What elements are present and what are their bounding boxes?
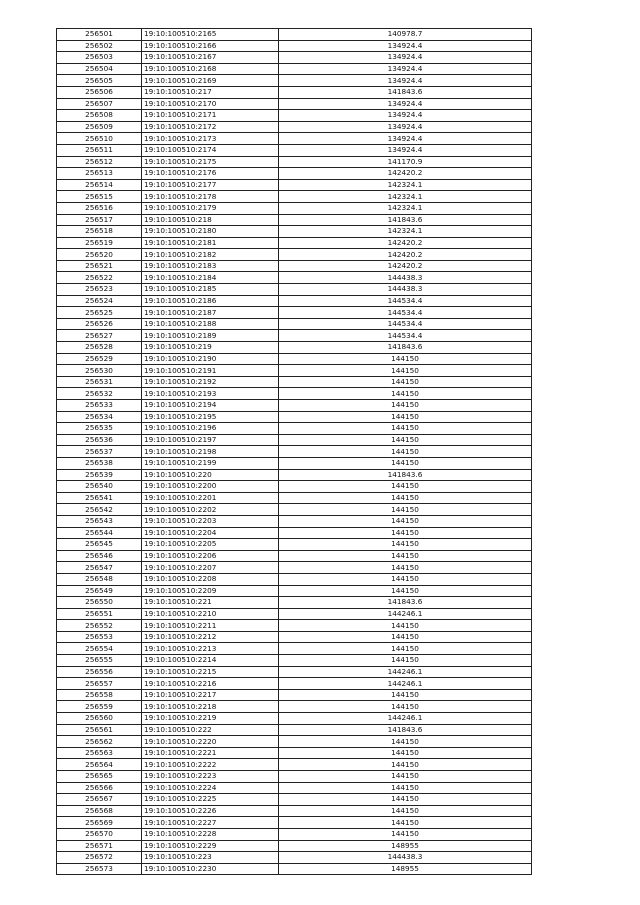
cadastral-number-cell: 19:10:100510:2165 bbox=[142, 29, 279, 41]
cadastral-number-cell: 19:10:100510:2220 bbox=[142, 736, 279, 748]
cadastral-number-cell: 19:10:100510:2189 bbox=[142, 330, 279, 342]
value-cell: 144246.1 bbox=[279, 678, 532, 690]
row-number-cell: 256518 bbox=[57, 226, 142, 238]
cadastral-number-cell: 19:10:100510:2227 bbox=[142, 817, 279, 829]
value-cell: 144438.3 bbox=[279, 852, 532, 864]
value-cell: 144150 bbox=[279, 504, 532, 516]
row-number-cell: 256554 bbox=[57, 643, 142, 655]
table-row bbox=[57, 550, 532, 562]
value-cell: 144534.4 bbox=[279, 295, 532, 307]
value-cell: 144150 bbox=[279, 782, 532, 794]
value-cell: 141843.6 bbox=[279, 469, 532, 481]
table-row bbox=[57, 179, 532, 191]
row-number-cell: 256508 bbox=[57, 110, 142, 122]
value-cell: 142420.2 bbox=[279, 237, 532, 249]
value-cell: 144150 bbox=[279, 550, 532, 562]
value-cell: 144150 bbox=[279, 736, 532, 748]
cadastral-number-cell: 19:10:100510:2173 bbox=[142, 133, 279, 145]
cadastral-number-cell: 19:10:100510:221 bbox=[142, 597, 279, 609]
cadastral-number-cell: 19:10:100510:2200 bbox=[142, 481, 279, 493]
table-row bbox=[57, 747, 532, 759]
table-row bbox=[57, 156, 532, 168]
value-cell: 144150 bbox=[279, 771, 532, 783]
table-row bbox=[57, 701, 532, 713]
table-row bbox=[57, 608, 532, 620]
value-cell: 144438.3 bbox=[279, 284, 532, 296]
cadastral-number-cell: 19:10:100510:2217 bbox=[142, 689, 279, 701]
row-number-cell: 256522 bbox=[57, 272, 142, 284]
row-number-cell: 256562 bbox=[57, 736, 142, 748]
row-number-cell: 256531 bbox=[57, 376, 142, 388]
value-cell: 141843.6 bbox=[279, 214, 532, 226]
value-cell: 134924.4 bbox=[279, 98, 532, 110]
row-number-cell: 256566 bbox=[57, 782, 142, 794]
value-cell: 144534.4 bbox=[279, 330, 532, 342]
row-number-cell: 256534 bbox=[57, 411, 142, 423]
value-cell: 141843.6 bbox=[279, 597, 532, 609]
row-number-cell: 256513 bbox=[57, 168, 142, 180]
table-row bbox=[57, 191, 532, 203]
value-cell: 144150 bbox=[279, 759, 532, 771]
table-row bbox=[57, 411, 532, 423]
table-row bbox=[57, 202, 532, 214]
row-number-cell: 256563 bbox=[57, 747, 142, 759]
value-cell: 144246.1 bbox=[279, 713, 532, 725]
row-number-cell: 256537 bbox=[57, 446, 142, 458]
value-cell: 142324.1 bbox=[279, 202, 532, 214]
value-cell: 144150 bbox=[279, 446, 532, 458]
cadastral-number-cell: 19:10:100510:2225 bbox=[142, 794, 279, 806]
table-row bbox=[57, 75, 532, 87]
value-cell: 144150 bbox=[279, 573, 532, 585]
cadastral-number-cell: 19:10:100510:2182 bbox=[142, 249, 279, 261]
value-cell: 144150 bbox=[279, 689, 532, 701]
table-row bbox=[57, 759, 532, 771]
row-number-cell: 256517 bbox=[57, 214, 142, 226]
table-row bbox=[57, 840, 532, 852]
cadastral-number-cell: 19:10:100510:2223 bbox=[142, 771, 279, 783]
table-row bbox=[57, 794, 532, 806]
value-cell: 142324.1 bbox=[279, 191, 532, 203]
table-row bbox=[57, 307, 532, 319]
row-number-cell: 256557 bbox=[57, 678, 142, 690]
value-cell: 144150 bbox=[279, 492, 532, 504]
value-cell: 134924.4 bbox=[279, 110, 532, 122]
table-row bbox=[57, 434, 532, 446]
value-cell: 144150 bbox=[279, 515, 532, 527]
value-cell: 144150 bbox=[279, 411, 532, 423]
table-row bbox=[57, 469, 532, 481]
row-number-cell: 256573 bbox=[57, 863, 142, 875]
cadastral-number-cell: 19:10:100510:2177 bbox=[142, 179, 279, 191]
value-cell: 144246.1 bbox=[279, 608, 532, 620]
value-cell: 141843.6 bbox=[279, 86, 532, 98]
table-row bbox=[57, 388, 532, 400]
row-number-cell: 256506 bbox=[57, 86, 142, 98]
table-row bbox=[57, 527, 532, 539]
table-row bbox=[57, 318, 532, 330]
row-number-cell: 256564 bbox=[57, 759, 142, 771]
value-cell: 144150 bbox=[279, 388, 532, 400]
cadastral-number-cell: 19:10:100510:2171 bbox=[142, 110, 279, 122]
value-cell: 144150 bbox=[279, 423, 532, 435]
row-number-cell: 256553 bbox=[57, 631, 142, 643]
cadastral-number-cell: 19:10:100510:2187 bbox=[142, 307, 279, 319]
value-cell: 144150 bbox=[279, 434, 532, 446]
value-cell: 144150 bbox=[279, 585, 532, 597]
cadastral-number-cell: 19:10:100510:223 bbox=[142, 852, 279, 864]
value-cell: 144438.3 bbox=[279, 272, 532, 284]
value-cell: 144150 bbox=[279, 620, 532, 632]
cadastral-number-cell: 19:10:100510:2215 bbox=[142, 666, 279, 678]
table-row bbox=[57, 214, 532, 226]
table-row bbox=[57, 620, 532, 632]
row-number-cell: 256567 bbox=[57, 794, 142, 806]
table-row bbox=[57, 573, 532, 585]
cadastral-number-cell: 19:10:100510:2199 bbox=[142, 457, 279, 469]
value-cell: 144150 bbox=[279, 562, 532, 574]
row-number-cell: 256520 bbox=[57, 249, 142, 261]
cadastral-number-cell: 19:10:100510:220 bbox=[142, 469, 279, 481]
table-row bbox=[57, 724, 532, 736]
value-cell: 144150 bbox=[279, 365, 532, 377]
row-number-cell: 256572 bbox=[57, 852, 142, 864]
value-cell: 144150 bbox=[279, 817, 532, 829]
table-row bbox=[57, 52, 532, 64]
row-number-cell: 256512 bbox=[57, 156, 142, 168]
row-number-cell: 256504 bbox=[57, 63, 142, 75]
cadastral-number-cell: 19:10:100510:2224 bbox=[142, 782, 279, 794]
table-row bbox=[57, 29, 532, 41]
value-cell: 144150 bbox=[279, 643, 532, 655]
cadastral-number-cell: 19:10:100510:2183 bbox=[142, 260, 279, 272]
row-number-cell: 256552 bbox=[57, 620, 142, 632]
row-number-cell: 256514 bbox=[57, 179, 142, 191]
table-row bbox=[57, 40, 532, 52]
row-number-cell: 256529 bbox=[57, 353, 142, 365]
cadastral-number-cell: 19:10:100510:2213 bbox=[142, 643, 279, 655]
cadastral-number-cell: 19:10:100510:2219 bbox=[142, 713, 279, 725]
value-cell: 144150 bbox=[279, 655, 532, 667]
value-cell: 144150 bbox=[279, 747, 532, 759]
cadastral-number-cell: 19:10:100510:2210 bbox=[142, 608, 279, 620]
value-cell: 134924.4 bbox=[279, 63, 532, 75]
value-cell: 148955 bbox=[279, 840, 532, 852]
row-number-cell: 256527 bbox=[57, 330, 142, 342]
row-number-cell: 256532 bbox=[57, 388, 142, 400]
value-cell: 134924.4 bbox=[279, 121, 532, 133]
value-cell: 144150 bbox=[279, 353, 532, 365]
cadastral-number-cell: 19:10:100510:2167 bbox=[142, 52, 279, 64]
row-number-cell: 256515 bbox=[57, 191, 142, 203]
cadastral-number-cell: 19:10:100510:2211 bbox=[142, 620, 279, 632]
row-number-cell: 256503 bbox=[57, 52, 142, 64]
cadastral-number-cell: 19:10:100510:222 bbox=[142, 724, 279, 736]
cadastral-number-cell: 19:10:100510:2207 bbox=[142, 562, 279, 574]
cadastral-number-cell: 19:10:100510:2212 bbox=[142, 631, 279, 643]
cadastral-number-cell: 19:10:100510:2184 bbox=[142, 272, 279, 284]
value-cell: 148955 bbox=[279, 863, 532, 875]
table-row bbox=[57, 643, 532, 655]
row-number-cell: 256558 bbox=[57, 689, 142, 701]
row-number-cell: 256528 bbox=[57, 342, 142, 354]
table-row bbox=[57, 562, 532, 574]
value-cell: 144150 bbox=[279, 539, 532, 551]
row-number-cell: 256505 bbox=[57, 75, 142, 87]
row-number-cell: 256546 bbox=[57, 550, 142, 562]
row-number-cell: 256549 bbox=[57, 585, 142, 597]
cadastral-number-cell: 19:10:100510:2226 bbox=[142, 805, 279, 817]
cadastral-number-cell: 19:10:100510:2188 bbox=[142, 318, 279, 330]
value-cell: 144150 bbox=[279, 527, 532, 539]
cadastral-number-cell: 19:10:100510:2185 bbox=[142, 284, 279, 296]
table-row bbox=[57, 86, 532, 98]
value-cell: 142420.2 bbox=[279, 168, 532, 180]
row-number-cell: 256535 bbox=[57, 423, 142, 435]
value-cell: 141843.6 bbox=[279, 724, 532, 736]
cadastral-number-cell: 19:10:100510:2178 bbox=[142, 191, 279, 203]
table-row bbox=[57, 457, 532, 469]
table-row bbox=[57, 631, 532, 643]
row-number-cell: 256524 bbox=[57, 295, 142, 307]
cadastral-number-cell: 19:10:100510:2186 bbox=[142, 295, 279, 307]
table-row bbox=[57, 539, 532, 551]
row-number-cell: 256523 bbox=[57, 284, 142, 296]
table-row bbox=[57, 666, 532, 678]
cadastral-number-cell: 19:10:100510:2172 bbox=[142, 121, 279, 133]
row-number-cell: 256521 bbox=[57, 260, 142, 272]
table-row bbox=[57, 713, 532, 725]
row-number-cell: 256509 bbox=[57, 121, 142, 133]
row-number-cell: 256530 bbox=[57, 365, 142, 377]
value-cell: 142324.1 bbox=[279, 226, 532, 238]
data-table bbox=[56, 28, 532, 875]
cadastral-number-cell: 19:10:100510:2222 bbox=[142, 759, 279, 771]
cadastral-number-cell: 19:10:100510:218 bbox=[142, 214, 279, 226]
table-row bbox=[57, 515, 532, 527]
table-row bbox=[57, 284, 532, 296]
table-row bbox=[57, 863, 532, 875]
table-row bbox=[57, 144, 532, 156]
table-row bbox=[57, 133, 532, 145]
table-row bbox=[57, 852, 532, 864]
cadastral-number-cell: 19:10:100510:2206 bbox=[142, 550, 279, 562]
cadastral-number-cell: 19:10:100510:2205 bbox=[142, 539, 279, 551]
table-row bbox=[57, 121, 532, 133]
row-number-cell: 256547 bbox=[57, 562, 142, 574]
value-cell: 134924.4 bbox=[279, 40, 532, 52]
table-row bbox=[57, 63, 532, 75]
row-number-cell: 256533 bbox=[57, 400, 142, 412]
value-cell: 144150 bbox=[279, 631, 532, 643]
row-number-cell: 256559 bbox=[57, 701, 142, 713]
cadastral-number-cell: 19:10:100510:2202 bbox=[142, 504, 279, 516]
cadastral-number-cell: 19:10:100510:2230 bbox=[142, 863, 279, 875]
table-row bbox=[57, 782, 532, 794]
table-row bbox=[57, 817, 532, 829]
cadastral-number-cell: 19:10:100510:2204 bbox=[142, 527, 279, 539]
cadastral-number-cell: 19:10:100510:2179 bbox=[142, 202, 279, 214]
row-number-cell: 256568 bbox=[57, 805, 142, 817]
table-row bbox=[57, 492, 532, 504]
cadastral-number-cell: 19:10:100510:2191 bbox=[142, 365, 279, 377]
row-number-cell: 256561 bbox=[57, 724, 142, 736]
cadastral-number-cell: 19:10:100510:2228 bbox=[142, 828, 279, 840]
table-row bbox=[57, 400, 532, 412]
cadastral-number-cell: 19:10:100510:2174 bbox=[142, 144, 279, 156]
table-row bbox=[57, 110, 532, 122]
table-row bbox=[57, 446, 532, 458]
cadastral-number-cell: 19:10:100510:2196 bbox=[142, 423, 279, 435]
row-number-cell: 256543 bbox=[57, 515, 142, 527]
row-number-cell: 256538 bbox=[57, 457, 142, 469]
table-row bbox=[57, 353, 532, 365]
table-row bbox=[57, 678, 532, 690]
value-cell: 134924.4 bbox=[279, 144, 532, 156]
row-number-cell: 256570 bbox=[57, 828, 142, 840]
value-cell: 144150 bbox=[279, 828, 532, 840]
row-number-cell: 256550 bbox=[57, 597, 142, 609]
cadastral-number-cell: 19:10:100510:2198 bbox=[142, 446, 279, 458]
row-number-cell: 256551 bbox=[57, 608, 142, 620]
table-body bbox=[57, 29, 532, 875]
cadastral-number-cell: 19:10:100510:2209 bbox=[142, 585, 279, 597]
row-number-cell: 256510 bbox=[57, 133, 142, 145]
cadastral-number-cell: 19:10:100510:2190 bbox=[142, 353, 279, 365]
row-number-cell: 256541 bbox=[57, 492, 142, 504]
cadastral-number-cell: 19:10:100510:2192 bbox=[142, 376, 279, 388]
value-cell: 144150 bbox=[279, 376, 532, 388]
value-cell: 144534.4 bbox=[279, 307, 532, 319]
cadastral-number-cell: 19:10:100510:2197 bbox=[142, 434, 279, 446]
row-number-cell: 256525 bbox=[57, 307, 142, 319]
cadastral-number-cell: 19:10:100510:2221 bbox=[142, 747, 279, 759]
table-row bbox=[57, 330, 532, 342]
value-cell: 134924.4 bbox=[279, 133, 532, 145]
table-row bbox=[57, 736, 532, 748]
table-row bbox=[57, 805, 532, 817]
row-number-cell: 256536 bbox=[57, 434, 142, 446]
cadastral-number-cell: 19:10:100510:2166 bbox=[142, 40, 279, 52]
row-number-cell: 256548 bbox=[57, 573, 142, 585]
cadastral-number-cell: 19:10:100510:2195 bbox=[142, 411, 279, 423]
table-row bbox=[57, 260, 532, 272]
table-row bbox=[57, 249, 532, 261]
table-row bbox=[57, 98, 532, 110]
value-cell: 144534.4 bbox=[279, 318, 532, 330]
row-number-cell: 256501 bbox=[57, 29, 142, 41]
table-row bbox=[57, 237, 532, 249]
cadastral-number-cell: 19:10:100510:219 bbox=[142, 342, 279, 354]
cadastral-number-cell: 19:10:100510:2216 bbox=[142, 678, 279, 690]
cadastral-number-cell: 19:10:100510:2180 bbox=[142, 226, 279, 238]
value-cell: 141170.9 bbox=[279, 156, 532, 168]
row-number-cell: 256571 bbox=[57, 840, 142, 852]
row-number-cell: 256511 bbox=[57, 144, 142, 156]
value-cell: 134924.4 bbox=[279, 52, 532, 64]
table-row bbox=[57, 226, 532, 238]
value-cell: 144150 bbox=[279, 400, 532, 412]
row-number-cell: 256555 bbox=[57, 655, 142, 667]
value-cell: 142324.1 bbox=[279, 179, 532, 191]
cadastral-number-cell: 19:10:100510:217 bbox=[142, 86, 279, 98]
row-number-cell: 256545 bbox=[57, 539, 142, 551]
table-row bbox=[57, 828, 532, 840]
value-cell: 142420.2 bbox=[279, 260, 532, 272]
table-row bbox=[57, 655, 532, 667]
cadastral-number-cell: 19:10:100510:2176 bbox=[142, 168, 279, 180]
table-row bbox=[57, 423, 532, 435]
cadastral-number-cell: 19:10:100510:2193 bbox=[142, 388, 279, 400]
cadastral-number-cell: 19:10:100510:2168 bbox=[142, 63, 279, 75]
cadastral-number-cell: 19:10:100510:2194 bbox=[142, 400, 279, 412]
value-cell: 144150 bbox=[279, 457, 532, 469]
table-row bbox=[57, 504, 532, 516]
table-row bbox=[57, 365, 532, 377]
row-number-cell: 256507 bbox=[57, 98, 142, 110]
cadastral-number-cell: 19:10:100510:2203 bbox=[142, 515, 279, 527]
row-number-cell: 256542 bbox=[57, 504, 142, 516]
row-number-cell: 256569 bbox=[57, 817, 142, 829]
table-row bbox=[57, 272, 532, 284]
value-cell: 134924.4 bbox=[279, 75, 532, 87]
row-number-cell: 256519 bbox=[57, 237, 142, 249]
cadastral-number-cell: 19:10:100510:2170 bbox=[142, 98, 279, 110]
table-row bbox=[57, 168, 532, 180]
table-row bbox=[57, 689, 532, 701]
cadastral-number-cell: 19:10:100510:2169 bbox=[142, 75, 279, 87]
row-number-cell: 256540 bbox=[57, 481, 142, 493]
row-number-cell: 256556 bbox=[57, 666, 142, 678]
row-number-cell: 256526 bbox=[57, 318, 142, 330]
value-cell: 144150 bbox=[279, 701, 532, 713]
cadastral-number-cell: 19:10:100510:2208 bbox=[142, 573, 279, 585]
row-number-cell: 256565 bbox=[57, 771, 142, 783]
row-number-cell: 256539 bbox=[57, 469, 142, 481]
table-row bbox=[57, 342, 532, 354]
table-row bbox=[57, 295, 532, 307]
table-row bbox=[57, 481, 532, 493]
table-row bbox=[57, 376, 532, 388]
cadastral-number-cell: 19:10:100510:2175 bbox=[142, 156, 279, 168]
value-cell: 144150 bbox=[279, 805, 532, 817]
row-number-cell: 256560 bbox=[57, 713, 142, 725]
row-number-cell: 256544 bbox=[57, 527, 142, 539]
value-cell: 141843.6 bbox=[279, 342, 532, 354]
row-number-cell: 256516 bbox=[57, 202, 142, 214]
value-cell: 144150 bbox=[279, 794, 532, 806]
value-cell: 142420.2 bbox=[279, 249, 532, 261]
cadastral-number-cell: 19:10:100510:2201 bbox=[142, 492, 279, 504]
table-row bbox=[57, 585, 532, 597]
value-cell: 144150 bbox=[279, 481, 532, 493]
value-cell: 144246.1 bbox=[279, 666, 532, 678]
cadastral-number-cell: 19:10:100510:2181 bbox=[142, 237, 279, 249]
cadastral-number-cell: 19:10:100510:2229 bbox=[142, 840, 279, 852]
cadastral-number-cell: 19:10:100510:2218 bbox=[142, 701, 279, 713]
table-row bbox=[57, 597, 532, 609]
cadastral-number-cell: 19:10:100510:2214 bbox=[142, 655, 279, 667]
table-row bbox=[57, 771, 532, 783]
row-number-cell: 256502 bbox=[57, 40, 142, 52]
value-cell: 140978.7 bbox=[279, 29, 532, 41]
